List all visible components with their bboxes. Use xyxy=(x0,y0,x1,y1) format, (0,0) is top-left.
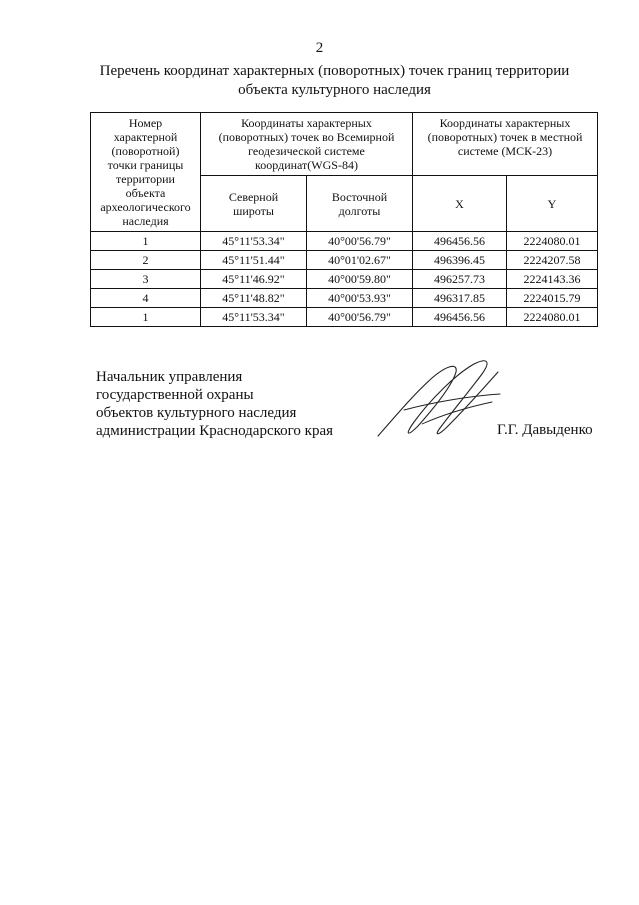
cell-y: 2224080.01 xyxy=(507,232,598,251)
cell-longitude: 40°00'56.79" xyxy=(307,232,413,251)
cell-longitude: 40°00'59.80" xyxy=(307,270,413,289)
header-longitude: Восточной долготы xyxy=(307,176,413,232)
header-latitude: Северной широты xyxy=(201,176,307,232)
cell-y: 2224143.36 xyxy=(507,270,598,289)
position-line: администрации Краснодарского края xyxy=(96,423,334,439)
position-line: Начальник управления xyxy=(96,369,243,385)
cell-x: 496456.56 xyxy=(413,308,507,327)
table-row xyxy=(91,232,598,251)
document-title xyxy=(70,62,599,100)
header-wgs84-group: Координаты характерных (поворотных) точек во Всемирной геодезической системе координат(WGS-84) xyxy=(201,113,413,176)
cell-point-number: 1 xyxy=(91,308,201,327)
table-row xyxy=(91,289,598,308)
cell-y: 2224207.58 xyxy=(507,251,598,270)
cell-y: 2224015.79 xyxy=(507,289,598,308)
cell-latitude: 45°11'46.92" xyxy=(201,270,307,289)
cell-longitude: 40°00'53.93" xyxy=(307,289,413,308)
table-row xyxy=(91,308,598,327)
position-line: объектов культурного наследия xyxy=(96,405,297,421)
cell-latitude: 45°11'48.82" xyxy=(201,289,307,308)
cell-x: 496257.73 xyxy=(413,270,507,289)
cell-point-number: 1 xyxy=(91,232,201,251)
cell-latitude: 45°11'53.34" xyxy=(201,308,307,327)
cell-longitude: 40°01'02.67" xyxy=(307,251,413,270)
position-line: государственной охраны xyxy=(96,387,254,403)
coordinates-table xyxy=(90,112,598,327)
cell-x: 496396.45 xyxy=(413,251,507,270)
cell-latitude: 45°11'51.44" xyxy=(201,251,307,270)
signature-block-position xyxy=(96,368,333,440)
signer-name: Г.Г. Давыденко xyxy=(497,422,593,438)
cell-point-number: 4 xyxy=(91,289,201,308)
cell-y: 2224080.01 xyxy=(507,308,598,327)
header-y: Y xyxy=(507,176,598,232)
table-row xyxy=(91,251,598,270)
cell-longitude: 40°00'56.79" xyxy=(307,308,413,327)
title-line-1: Перечень координат характерных (поворотных) точек границ территории xyxy=(99,63,570,79)
cell-x: 496456.56 xyxy=(413,232,507,251)
header-point-number: Номер характерной (поворотной) точки границы территории объекта археологического наследия xyxy=(91,113,201,232)
title-line-2: объекта культурного наследия xyxy=(238,82,431,98)
cell-latitude: 45°11'53.34" xyxy=(201,232,307,251)
cell-point-number: 2 xyxy=(91,251,201,270)
cell-x: 496317.85 xyxy=(413,289,507,308)
cell-point-number: 3 xyxy=(91,270,201,289)
header-msk23-group: Координаты характерных (поворотных) точек в местной системе (МСК-23) xyxy=(413,113,598,176)
handwritten-signature xyxy=(374,356,502,440)
table-row xyxy=(91,270,598,289)
header-x: X xyxy=(413,176,507,232)
page-number: 2 xyxy=(315,40,324,56)
